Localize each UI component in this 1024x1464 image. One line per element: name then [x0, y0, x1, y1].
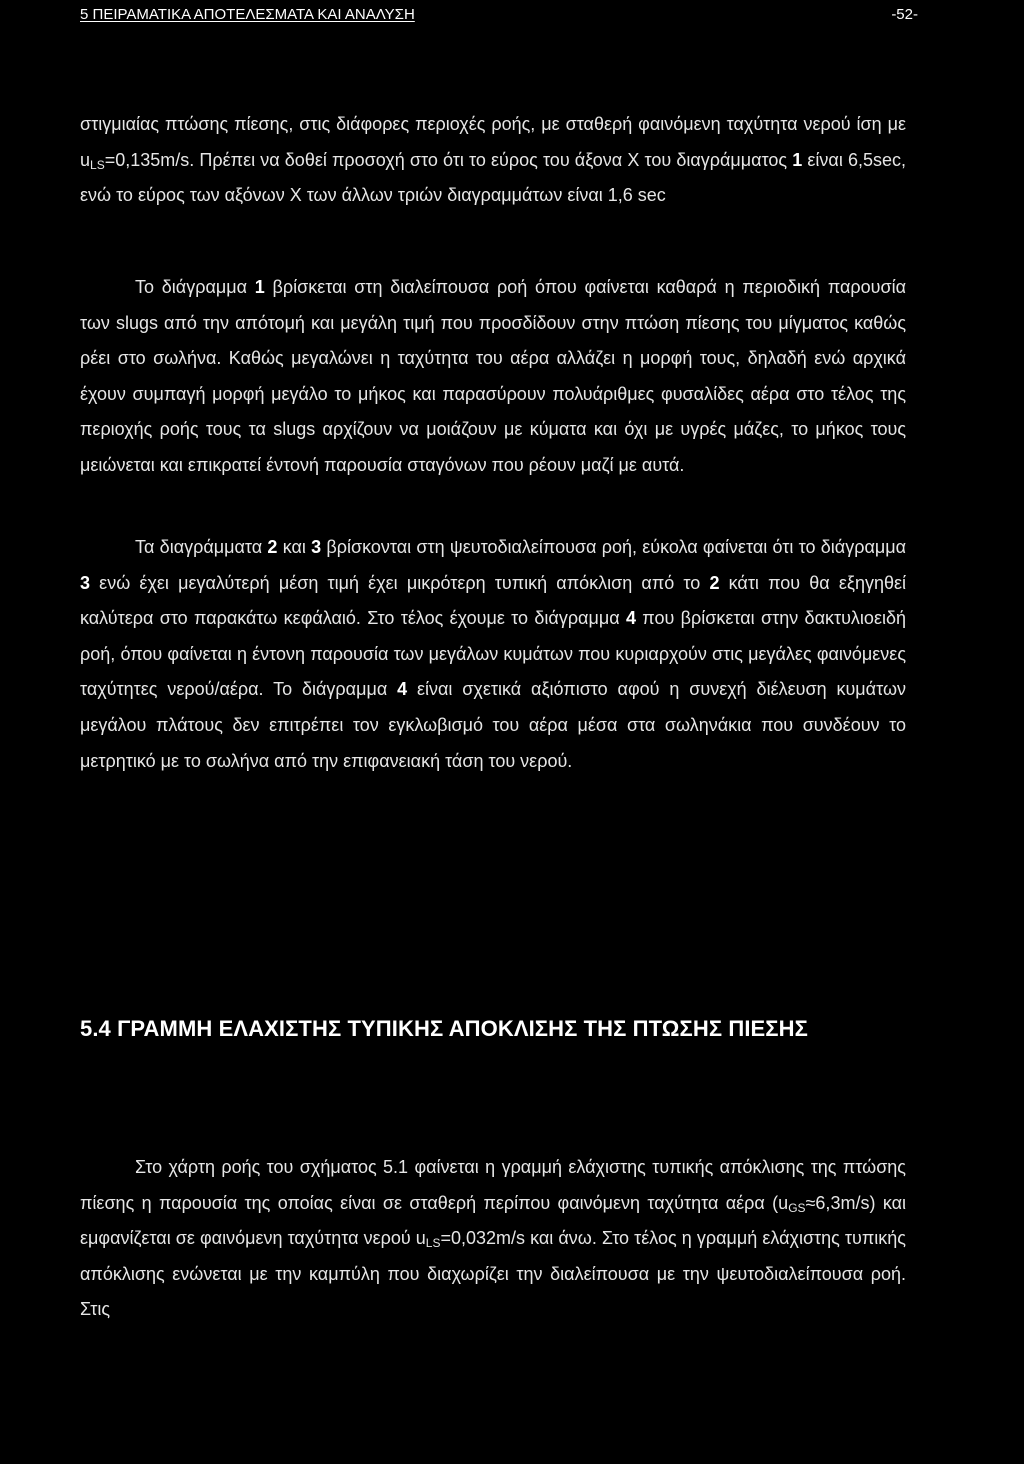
paragraph-3: Τα διαγράμματα 2 και 3 βρίσκονται στη ψευτοδιαλείπουσα ροή, εύκολα φαίνεται ότι το διάγραμμα 3 ενώ έχει μεγαλύτερή μέση τιμή έχει μικρότερη τυπική απόκλιση από το 2 κάτι που θα εξηγηθεί καλύτερα στο παρακάτω κεφάλαιό. Στο τέλος έχουμε το διάγραμμα 4 που βρίσκεται στην δακτυλιοειδή ροή, όπου φαίνεται η έντονη παρουσία των μεγάλων κυμάτων που κυριαρχούν στις μεγάλες φαινόμενες ταχύτητες νερού/αέρα. Το διάγραμμα 4 είναι σχετικά αξιόπιστο αφού η συνεχή διέλευση κυμάτων μεγάλου πλάτους δεν επιτρέπει τον εγκλωβισμό του αέρα μέσα στα σωληνάκια που συνδέουν το μετρητικό με το σωλήνα από την επιφανειακή τάση του νερού. — [80, 537, 907, 771]
page-number: -52- — [891, 6, 918, 23]
paragraph-1: στιγμιαίας πτώσης πίεσης, στις διάφορες περιοχές ροής, με σταθερή φαινόμενη ταχύτητα νερού ίση με $u_{LS}=0,135m/s$. Πρέπει να δοθεί προσοχή στο ότι το εύρος του άξονα Χ του διαγράμματος 1 είναι 6,5sec, ενώ το εύρος των αξόνων Χ των άλλων τριών διαγραμμάτων είναι 1,6 sec — [80, 114, 907, 206]
section-title: 5 ΠΕΙΡΑΜΑΤΙΚΑ ΑΠΟΤΕΛΕΣΜΑΤΑ ΚΑΙ ΑΝΑΛΥΣΗ — [80, 6, 415, 23]
section-heading: 5.4 ΓΡΑΜΜΗ ΕΛΑΧΙΣΤΗΣ ΤΥΠΙΚΗΣ ΑΠΟΚΛΙΣΗΣ ΤΗΣ ΠΤΩΣΗΣ ΠΙΕΣΗΣ — [80, 1016, 808, 1041]
page-header — [80, 6, 918, 23]
paragraph-2: Το διάγραμμα 1 βρίσκεται στη διαλείπουσα ροή όπου φαίνεται καθαρά η περιοδική παρουσία των slugs από την απότομή και μεγάλη τιμή που προσδίδουν στην πτώση πίεσης του μίγματος καθώς ρέει στο σωλήνα. Καθώς μεγαλώνει η ταχύτητα του αέρα αλλάζει η μορφή τους, δηλαδή ενώ αρχικά έχουν συμπαγή μορφή μεγάλο το μήκος και παρασύρουν πολυάριθμες φυσαλίδες αέρα στο τέλος της περιοχής ροής τους τα slugs αρχίζουν να μοιάζουν με κύματα και όχι με υγρές μάζες, το μήκος τους μειώνεται και επικρατεί έντονή παρουσία σταγόνων που ρέουν μαζί με αυτά. — [80, 277, 906, 475]
paragraph-4: Στο χάρτη ροής του σχήματος 5.1 φαίνεται η γραμμή ελάχιστης τυπικής απόκλισης της πτώσης πίεσης η παρουσία της οποίας είναι σε σταθερή περίπου φαινόμενη ταχύτητα αέρα $(u_{GS}\approx 6,3m/s)$ και εμφανίζεται σε φαινόμενη ταχύτητα νερού $u_{LS}=0,032m/s$ και άνω. Στο τέλος η γραμμή ελάχιστης τυπικής απόκλισης ενώνεται με την καμπύλη που διαχωρίζει την διαλείπουσα με την ψευτοδιαλείπουσα ροή. Στις — [80, 1157, 907, 1320]
